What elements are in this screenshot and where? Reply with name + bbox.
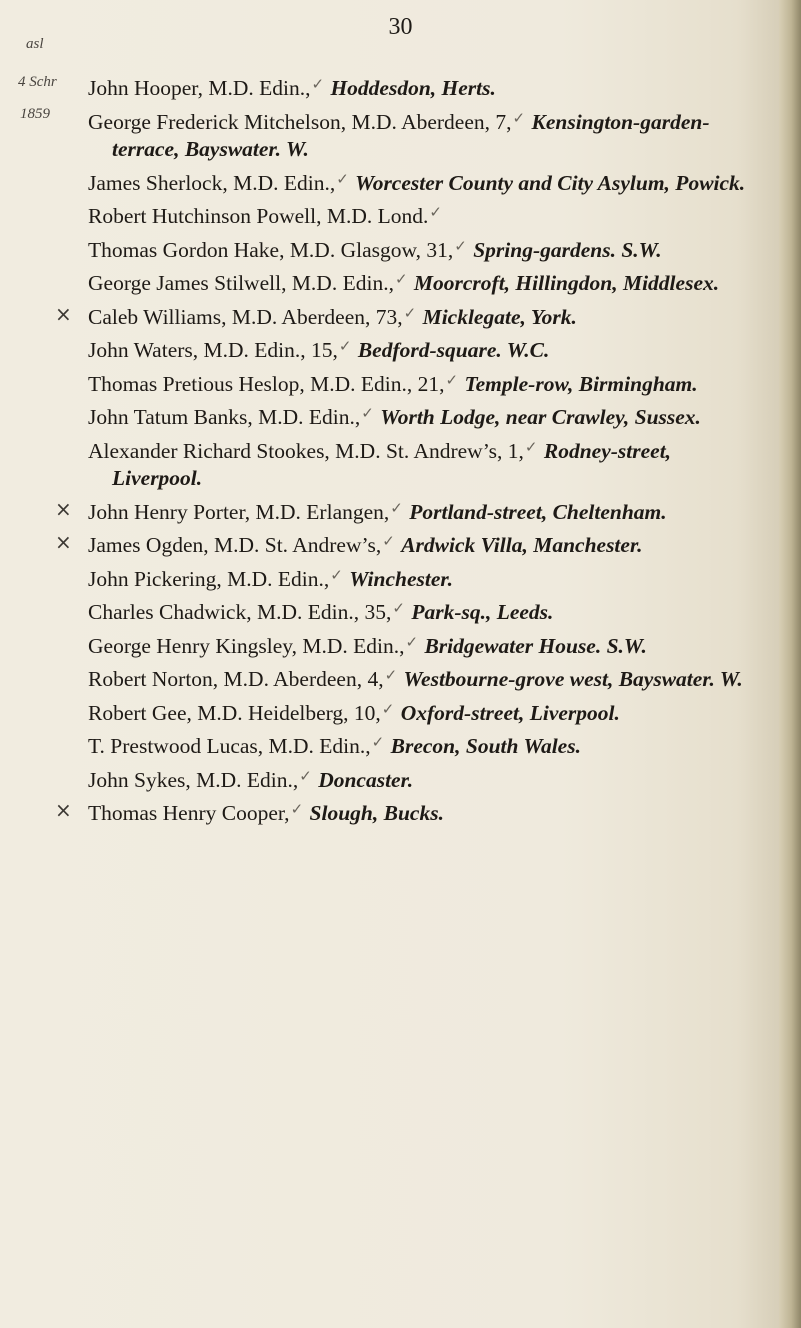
entry-name: John Hooper, M.D. Edin., [88,76,311,100]
pencil-tick-icon: ✓ [382,534,395,550]
entry-address: Kensington-garden-terrace, Bayswater. W. [112,109,710,161]
pencil-tick-icon: ✓ [338,339,352,355]
pencil-tick-icon: ✓ [384,668,398,684]
list-item [55,797,748,828]
list-item [88,334,748,365]
entry-address: Worth Lodge, near Crawley, Sussex. [380,405,701,429]
list-item [88,167,748,198]
pencil-tick-icon: ✓ [311,77,325,93]
list-item [88,730,748,761]
entry-address: Hoddesdon, Herts. [330,76,496,100]
entry-name: Charles Chadwick, M.D. Edin., 35, [88,600,392,624]
pencil-tick-icon: ✓ [390,500,403,517]
pencil-tick-icon: ✓ [512,110,526,127]
pencil-tick-icon: ✓ [361,406,374,422]
entry-name: James Ogden, M.D. St. Andrew’s, [88,533,382,557]
cross-mark-icon: × [55,496,72,521]
pencil-tick-icon: ✓ [445,372,459,389]
pencil-tick-icon: ✓ [330,567,343,584]
pencil-tick-icon: ✓ [381,701,395,718]
entry-address: Worcester County and City Asylum, Powick. [355,170,746,195]
list-item [88,200,748,231]
entry-name: John Tatum Banks, M.D. Edin., [88,405,361,429]
entry-address: Ardwick Villa, Manchester. [401,533,643,557]
cross-mark-icon: × [55,798,72,822]
entry-address: Oxford-street, Liverpool. [400,700,620,725]
page-number: 30 [388,14,413,40]
list-item [88,563,748,594]
entry-name: John Sykes, M.D. Edin., [88,767,299,792]
pencil-tick-icon: ✓ [299,768,312,785]
pencil-tick-icon: ✓ [290,802,304,818]
entry-address: Bridgewater House. S.W. [424,633,647,658]
entry-name: Robert Norton, M.D. Aberdeen, 4, [88,667,384,691]
list-item [55,496,748,527]
pencil-tick-icon: ✓ [371,735,385,751]
entry-name: George Henry Kingsley, M.D. Edin., [88,633,405,658]
margin-note: asl [26,36,44,52]
pencil-tick-icon: ✓ [336,171,349,188]
entry-address: Spring-gardens. S.W. [473,237,662,262]
list-item [88,764,748,795]
entry-address: Portland-street, Cheltenham. [409,499,667,524]
pencil-tick-icon: ✓ [392,601,405,617]
entry-name: Thomas Gordon Hake, M.D. Glasgow, 31, [88,237,454,262]
entry-name: Thomas Henry Cooper, [88,801,290,825]
entry-name: James Sherlock, M.D. Edin., [88,170,336,195]
list-item [55,301,748,332]
entry-name: John Pickering, M.D. Edin., [88,566,330,591]
list-item [88,435,748,493]
pencil-tick-icon: ✓ [454,238,467,255]
entry-address: Moorcroft, Hillingdon, Middlesex. [413,271,720,295]
page-edge [779,0,801,1328]
entry-name: John Waters, M.D. Edin., 15, [88,338,338,362]
list-item [88,596,748,627]
entry-name: T. Prestwood Lucas, M.D. Edin., [88,734,371,758]
list-item [88,663,748,694]
margin-note: 4 Schr [18,74,57,90]
entry-name: Caleb Williams, M.D. Aberdeen, 73, [88,304,403,329]
list-item [88,368,748,399]
entry-address: Temple-row, Birmingham. [464,371,698,396]
entry-address: Slough, Bucks. [309,801,444,825]
pencil-tick-icon: ✓ [524,439,538,456]
list-item [88,72,748,103]
entry-address: Park-sq., Leeds. [411,600,554,624]
entry-name: George Frederick Mitchelson, M.D. Aberdeen, 7, [88,109,512,134]
list-item [88,401,748,432]
entry-address: Doncaster. [318,767,414,792]
pencil-tick-icon: ✓ [394,272,408,288]
list-item [88,697,748,728]
entry-address: Winchester. [349,566,453,591]
list-item [88,267,748,298]
entry-address: Rodney-street, Liverpool. [112,438,672,490]
pencil-tick-icon: ✓ [405,634,419,651]
entry-address: Westbourne-grove west, Bayswater. W. [403,667,743,691]
cross-mark-icon: × [55,530,72,554]
entry-name: George James Stilwell, M.D. Edin., [88,271,394,295]
entry-list [55,72,748,831]
list-item [88,234,748,265]
list-item [88,630,748,661]
entry-name: Robert Gee, M.D. Heidelberg, 10, [88,700,381,725]
list-item [55,529,748,560]
entry-address: Micklegate, York. [422,304,577,329]
margin-note: 1859 [20,106,50,122]
entry-address: Bedford-square. W.C. [357,338,550,362]
list-item [88,106,748,164]
cross-mark-icon: × [55,301,72,326]
pencil-tick-icon: ✓ [429,205,442,221]
entry-address: Brecon, South Wales. [390,734,581,758]
entry-name: Robert Hutchinson Powell, M.D. Lond. [88,204,429,228]
pencil-tick-icon: ✓ [403,305,417,322]
entry-name: Thomas Pretious Heslop, M.D. Edin., 21, [88,371,445,396]
entry-name: Alexander Richard Stookes, M.D. St. Andrew’s, 1, [88,438,524,463]
entry-name: John Henry Porter, M.D. Erlangen, [88,499,390,524]
